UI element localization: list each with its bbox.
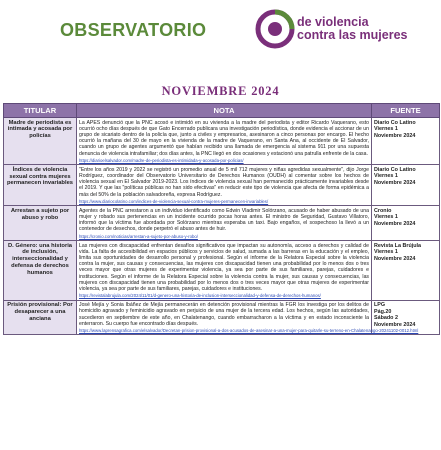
nota-text: La APES denunció que la PNC acosó e intimidó en su vivienda a la madre del periodista y editor Ricardo Vaquerano, esto ocurrió ocho días después de que Gato Encerrado publicara una investigación periodística, donde evidencia el accionar de un grupo de sicariato dentro de la policía que, junto a civiles y empresarios, asesinaron a cinco personas por encargo. El hecho ocurrió la mañana del 30 de mayo en la vivienda de la madre de Vaquerano, en Santa Ana, al occidente de El Salvador, cuando un grupo de agentes argumentó que habían recibido una llamada de emergencia al sistema 911 por una supuesta denuncia de violencia intrafamiliar; dos días antes, la PNC llegó en dos ocasiones y estacionó una patrulla enfrente de la casa. <box>79 119 369 157</box>
fuente-name: Cronio <box>374 207 392 214</box>
table-row <box>4 241 440 301</box>
observatory-logo-icon <box>255 9 295 49</box>
nota-text: Agentes de la PNC arrestaron a un individuo identificado como Edwin Vladimir Solórzano, acusado de haber abusado de una mujer y robado sus pertenencias en un incidente ocurrido pocas horas antes. El ministro de Seguridad, Gustavo Villatoro, informó que la víctima fue abordada por Solórzano mientras esperaba un taxi. Bajo engaños, el sospechoso la llevó a un contenedor de desechos, donde perpetró el abuso antes de huir. <box>79 207 369 233</box>
table-header-row <box>4 104 440 118</box>
row-titular: Arrestan a sujeto por abuso y robo <box>4 206 77 241</box>
fuente-date: Noviembre 2024 <box>374 321 416 328</box>
row-titular: Madre de periodista es intimada y acosada por policías <box>4 118 77 165</box>
source-link[interactable]: https://www.diariocolatino.com/indices-de-violencia-sexual-contra-mujeres-permanecen-invariables/ <box>79 198 269 204</box>
row-titular: D. Género: una historia de inclusión, interseccionalidad y defensa de derechos humanos <box>4 241 77 301</box>
source-link[interactable]: https://www.laprensagrafica.com/elsalvador/Decretan-prision-provisional-a-dos-acusados-de-asesinar-a-una-mujer-para-quitarle-su-terreno-en-Chalatenango-20241102-0012.html <box>79 327 419 333</box>
nota-text: "Entre los años 2019 y 2022 se registró un promedio anual de 5 mil 712 mujeres y niñas agredidas sexualmente", dijo Jorge Rodríguez, coordinador del Observatorio Universitario de Derechos Humanos (OUDH) al comentar sobre los hechos de violencia sexual en El Salvador 2019-2023. Los índices de violencia sexual han permanecido prácticamente invariables desde el 2019. Y que las "políticas públicas no han sido efectivas" en reducir este tipo de violencia que afecta de forma epidémica a más del 50% de la población salvadoreña, expresa Rodríguez. <box>79 166 369 198</box>
logo-subtitle-line2: contra las mujeres <box>297 28 408 42</box>
column-header-titular: TITULAR <box>4 104 77 118</box>
fuente-day: Viernes 1 <box>374 126 398 132</box>
fuente-sub: Sábado 2 <box>374 315 398 322</box>
row-nota <box>77 165 372 206</box>
table-row <box>4 206 440 241</box>
column-header-fuente: FUENTE <box>372 104 440 118</box>
row-nota <box>77 206 372 241</box>
source-link[interactable]: https://cronio.com/noticias/arrestan-a-sujeto-por-abuso-y-robo/ <box>79 233 198 239</box>
row-nota <box>77 241 372 301</box>
row-fuente <box>372 241 440 301</box>
fuente-date: Noviembre 2024 <box>374 132 416 139</box>
logo-subtitle-line1: de violencia <box>297 15 369 29</box>
row-fuente <box>372 118 440 165</box>
fuente-name: Revista La Brújula <box>374 242 422 249</box>
fuente-day: Pág.20 <box>374 308 392 315</box>
table-row <box>4 118 440 165</box>
logo-wordmark: OBSERVATORIO <box>60 20 207 40</box>
table-row <box>4 300 440 335</box>
fuente-name: Diario Co Latino <box>374 166 416 173</box>
fuente-day: Viernes 1 <box>374 249 398 256</box>
fuente-name: Diario Co Latino <box>374 119 416 126</box>
fuente-day: Viernes 1 <box>374 173 398 180</box>
nota-text: Las mujeres con discapacidad enfrentan desafíos significativos que impactan su autonomía, acceso a derechos y calidad de vida. La falta de accesibilidad en espacios públicos y servicios de salud, sumada a las barreras en la educación y el empleo, limita sus oportunidades de desarrollo personal y profesional. Según el informe de la Relatora Especial sobre la violencia contra la mujer, sus causas y consecuencias, las mujeres con discapacidad tienen una probabilidad por lo menos dos o tres veces mayor que otras mujeres de experimentar violencia, ya sea por parte de sus familiares, parejas, cuidadores e instituciones. Según el informe de la Relatora Especial sobre la violencia contra la mujer, sus causas y consecuencias, las mujeres con discapacidad tienen una probabilidad por lo menos dos o tres veces mayor que otras mujeres de experimentar violencia, ya sea por parte de sus familiares, parejas, cuidadores e instituciones. <box>79 242 369 292</box>
fuente-date: Noviembre 2024 <box>374 255 416 262</box>
source-link[interactable]: https://revistalabrujula.com/2024/11/01/d-genero-una-historia-de-inclusion-interseccionalidad-y-defensa-de-derechos-humanos/ <box>79 293 321 299</box>
header <box>0 0 441 78</box>
row-nota <box>77 118 372 165</box>
nota-text: José Mejía y Sonia Ibáñez de Mejía permanecerán en detención provisional mientras la FGR los investiga por los delitos de homicidio agravado y feminicidio agravado en perjuicio de una mujer de la tercera edad. Los hechos, según las autoridades, sucedieron en septiembre de este año, en Chalatenango, cuando embarracharon a la víctima y en estado inconsciente la enterraron. Su cuerpo fue encontrado días después. <box>79 302 369 327</box>
column-header-nota: NOTA <box>77 104 372 118</box>
table-row <box>4 165 440 206</box>
row-titular: Índices de violencia sexual contra mujeres permanecen invariables <box>4 165 77 206</box>
fuente-date: Noviembre 2024 <box>374 220 416 227</box>
row-fuente <box>372 206 440 241</box>
fuente-date: Noviembre 2024 <box>374 179 416 186</box>
source-link[interactable]: https://diarioelsalvador.com/madre-de-periodista-es-intimidada-y-acosada-por-policias/ <box>79 157 244 163</box>
month-heading: NOVIEMBRE 2024 <box>161 84 280 98</box>
news-table <box>3 103 440 335</box>
row-titular: Prisión provisional: Por desaparecer a una anciana <box>4 300 77 335</box>
fuente-day: Viernes 1 <box>374 214 398 221</box>
fuente-name: LPG <box>374 302 386 309</box>
row-fuente <box>372 165 440 206</box>
logo-subtitle <box>297 16 437 42</box>
